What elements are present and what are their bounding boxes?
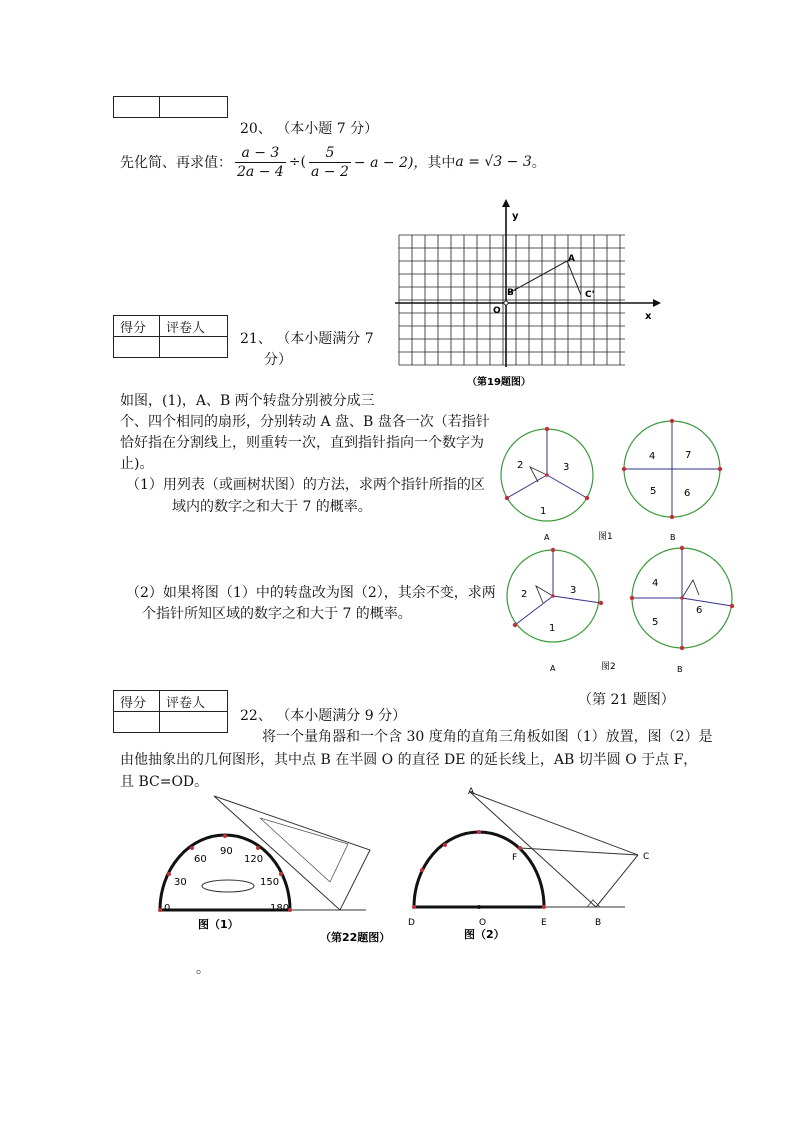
score-table-q21 (113, 315, 228, 358)
fig1-label: 图（1） (198, 918, 239, 931)
score-header-cell: 得分 (114, 316, 160, 337)
q21-part1-line1: （1）用列表（或画树状图）的方法，求两个指针所指的区 (126, 477, 485, 493)
q22-trailing-mark: 。 (196, 961, 210, 977)
fig22-caption: （第22题图） (320, 931, 391, 944)
fig2-b-num-4: 4 (652, 578, 659, 589)
fig1-b-num-5: 5 (650, 486, 657, 497)
fig2-label-a: A (550, 664, 556, 673)
fig1-a-num-2: 2 (517, 460, 524, 471)
fig2-disc-b (630, 546, 734, 650)
fig2-point-c: C (643, 852, 650, 862)
fig2-b-num-5: 5 (652, 617, 659, 628)
fig19-x-label: x (645, 311, 652, 322)
fig2-a-num-2: 2 (521, 589, 528, 600)
q21-fig2-spinners (505, 545, 750, 675)
fig1-set-square (214, 796, 370, 910)
fig1-disc-a (501, 427, 593, 521)
q21-heading (240, 328, 374, 350)
fig19-point-b: B' (507, 288, 517, 298)
q21-number: 21、 (240, 331, 272, 347)
q22-number: 22、 (240, 708, 272, 724)
fig1-b-num-6: 6 (684, 488, 691, 499)
fig1-tick-0: 0 (164, 903, 171, 914)
fig1-a-num-3: 3 (563, 462, 570, 473)
q21-intro-2: 个、四个相同的扇形，分别转动 A 盘、B 盘各一次（若指针 (120, 414, 490, 430)
q21-part2-line1: （2）如果将图（1）中的转盘改为图（2），其余不变，求两 (126, 585, 496, 601)
q20-tail: − a − 2)， (353, 155, 428, 171)
fig2-point-e: E (541, 918, 547, 928)
fig2-line-bc (596, 855, 638, 907)
fig2-label-b: B (677, 665, 683, 674)
fig19-origin-label: O (493, 306, 501, 316)
q20-fraction-2 (309, 144, 351, 181)
fig19-coordinate-grid (395, 195, 665, 390)
score-cell (114, 712, 160, 733)
grader-cell (160, 712, 228, 733)
score-cell (114, 337, 160, 358)
q20-frac1-denominator: 2a − 4 (237, 163, 284, 180)
grader-header-cell: 评卷人 (160, 316, 228, 337)
fig2-line-ac (470, 792, 638, 855)
q20-condition: a = √3 − 3 (455, 154, 532, 170)
q21-points-line2: 分） (264, 352, 292, 368)
q22-fig2-geometry (400, 780, 670, 945)
fig1-disc-b (622, 419, 722, 519)
fig19-origin-point (504, 301, 508, 305)
q20-frac2-denominator: a − 2 (311, 163, 349, 180)
fig2-point-a: A (468, 787, 475, 797)
q20-divide: ÷( (288, 154, 306, 170)
q20-period: 。 (531, 155, 546, 171)
fig2-point-d: D (408, 918, 415, 928)
fig1-tick-90: 90 (220, 846, 233, 857)
fig19-x-arrow (653, 299, 661, 307)
q22-fig1-protractor (150, 790, 391, 950)
fig1-tick-180: 180 (270, 903, 290, 914)
q20-frac2-numerator: 5 (309, 144, 351, 163)
fig1-a-num-1: 1 (540, 506, 547, 517)
q22-line1: 将一个量角器和一个含 30 度角的直角三角板如图（1）放置，图（2）是 (262, 729, 713, 745)
grader-cell (160, 97, 228, 118)
q21-intro-4: 止)。 (120, 456, 154, 472)
fig2-point-f: F (512, 853, 518, 863)
fig1-tick-150: 150 (260, 877, 280, 888)
q21-caption: （第 21 题图） (578, 692, 675, 708)
fig2-line-ab (470, 792, 596, 907)
q21-intro-1: 如图，(1)，A、B 两个转盘分别被分成三 (120, 393, 375, 409)
fig2-disc-a (507, 548, 603, 642)
fig19-caption: （第19题图） (467, 377, 531, 388)
grader-header-cell: 评卷人 (160, 691, 228, 712)
fig2-b-num-6: 6 (696, 605, 703, 616)
fig1-tick-60: 60 (194, 854, 207, 865)
q21-intro-3: 恰好指在分割线上，则重转一次，直到指针指向一个数字为 (120, 435, 484, 451)
fig2-point-o: O (479, 918, 487, 928)
fig2-point-b: B (595, 918, 602, 928)
q22-heading (240, 705, 406, 727)
q20-prompt: 先化简、再求值： (120, 155, 232, 171)
fig1-label-b: B (670, 533, 676, 542)
q22-line2: 由他抽象出的几何图形，其中点 B 在半圆 O 的直径 DE 的延长线上，AB 切半圆 O 于点 F， (120, 752, 698, 768)
fig19-y-label: y (512, 211, 519, 222)
fig2-label: 图（2） (464, 928, 505, 941)
fig19-y-arrow (502, 199, 510, 207)
fig2-label: 图2 (601, 662, 616, 672)
score-table-top (113, 96, 228, 118)
q22-points: （本小题满分 9 分） (276, 708, 407, 724)
q21-part2-line2: 个指针所知区域的数字之和大于 7 的概率。 (142, 606, 412, 622)
q21-points-line1: （本小题满分 7 (276, 331, 374, 347)
q20-frac1-numerator: a − 3 (235, 144, 286, 163)
fig1-b-num-4: 4 (649, 451, 656, 462)
fig1-tick-30: 30 (174, 877, 187, 888)
q20-condition-prefix: 其中 (427, 155, 456, 171)
q22-line3: 且 BC=OD。 (120, 774, 209, 790)
fig2-semicircle (414, 832, 544, 907)
fig19-point-a: A (568, 254, 575, 264)
score-cell (114, 97, 160, 118)
fig1-protractor-slot (202, 880, 254, 892)
fig2-a-num-1: 1 (549, 623, 556, 634)
q20-points: （本小题 7 分） (276, 121, 379, 137)
fig1-label-a: A (544, 533, 550, 542)
fig1-label: 图1 (598, 532, 613, 542)
fig1-tick-120: 120 (244, 854, 264, 865)
q20-number: 20、 (240, 121, 272, 137)
q21-fig1-spinners (500, 420, 745, 545)
score-table-q22 (113, 690, 228, 733)
q21-part1-line2: 域内的数字之和大于 7 的概率。 (172, 499, 372, 515)
fig19-triangle (509, 261, 581, 295)
q20-heading (240, 118, 378, 140)
q20-expression (120, 140, 546, 184)
grader-cell (160, 337, 228, 358)
score-header-cell: 得分 (114, 691, 160, 712)
fig1-b-num-7: 7 (685, 450, 692, 461)
q20-fraction-1 (235, 144, 286, 181)
fig19-point-c: C' (585, 290, 595, 300)
fig2-a-num-3: 3 (570, 585, 577, 596)
